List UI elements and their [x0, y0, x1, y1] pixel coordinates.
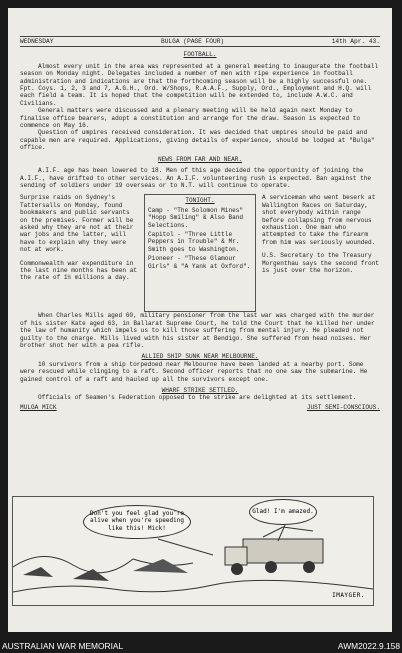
- speech-bubble-right: Glad! I'm amazed.: [249, 499, 317, 525]
- tattersalls-story: Surprise raids on Sydney's Tattersalls on Monday, found bookmakers and public servants on the premises. Former will be asked why they are not at their war jobs and the latter, will have to explain why they were not at work.: [20, 194, 134, 254]
- expenditure-story: Commonwealth war expenditure in the last nine months has been at the rate of 1½ millions a day.: [20, 259, 138, 282]
- archive-footer: [0, 638, 402, 653]
- races-story: A serviceman who went beserk at Wallington Races on Saturday, shot everybody within range before collapsing from nervous exhaustion. One man who attempted to take the firearm from him was seriously wounded.: [262, 194, 376, 246]
- football-paragraph-1: Almost every unit in the area was represented at a general meeting to inaugurate the football season on Monday night. Delegates included a number of men with ripe experience in football administration and indications are that the forthcoming season will be a highly successful one. Fpt. Coys. 1, 2, 3 and 7, A.G.H., Ord. W/Shops, R.A.A.F., Supply, Ord., Employment and H.Q. will each field a team. It is hoped that the competition will be extended to, include A.W.C. and Civilians.: [20, 62, 379, 107]
- tonight-camp: Camp - "The Solomon Mines" "Hopp Smiling" & Also Band Selections.: [148, 206, 244, 229]
- truck-body: [243, 539, 323, 563]
- archive-name: AUSTRALIAN WAR MEMORIAL: [2, 640, 124, 651]
- wharf-heading: WHARF STRIKE SETTLED.: [161, 386, 239, 394]
- truck-wheel: [231, 563, 243, 575]
- artist-signature: IMAYGER.: [332, 592, 365, 599]
- tonight-pioneer: Pioneer - "These Glamour Girls" & "A Yank at Oxford".: [148, 255, 251, 270]
- news-paragraph-1: A.I.F. age has been lowered to 18. Men of this age decided the opportunity of joining the A.I.F., have drifted to other services. An A.I.F. volunteering rush is expected. Ban against the sending of soldiers under 19 overseas or to N.T. will continue to operate.: [20, 167, 372, 189]
- truck-wheel: [265, 561, 277, 573]
- allied-heading: ALLIED SHIP SUNK NEAR MELBOURNE.: [141, 353, 259, 361]
- football-heading: FOOTBALL.: [183, 51, 217, 59]
- tonight-title: TONIGHT.: [185, 197, 215, 205]
- football-paragraph-2: General matters were discussed and a plenary meeting will be held again next Monday to finalise office bearers, adopt a constitution and arrange for the draw. Season is expected to commence on May 16.: [20, 107, 361, 130]
- tonight-box: [144, 194, 256, 312]
- bubble-tail: [158, 539, 213, 555]
- page-header: [20, 36, 380, 47]
- header-date: 14th Apr. 43.: [331, 38, 380, 45]
- tarp-line: [263, 527, 313, 537]
- news-columns: [20, 194, 380, 312]
- cartoon-caption-row: [20, 404, 380, 411]
- allied-paragraph: 10 survivors from a ship torpedoed near Melbourne have been landed at a nearby port. Some were rescued while clinging to a raft. Second officer reports that no one saw the submarine. He gained control of a raft and hauled up all the survivors except one.: [20, 360, 368, 383]
- news-right-column: [262, 194, 380, 312]
- tonight-capitol: Capitol - "Three Little Peppers in Trouble" & Mr. Smith goes to Washington.: [148, 230, 240, 253]
- wharf-paragraph: Officials of Seamen's Federation opposed to the strike are delighted at its settlement.: [38, 394, 357, 402]
- truck-wheel: [303, 561, 315, 573]
- truck-cab: [225, 547, 247, 565]
- header-day: WEDNESDAY: [20, 38, 54, 45]
- mills-story: When Charles Mills aged 60, military pensioner from the last war was charged with the murder of his sister Kate aged 63, in Ballarat Supreme Court, he told the Court that he killed her under the law of humanity which impels us to kill those suffering from mental injury. He pleaded not guilty to the charge. Mills lived with his sister at Bendigo. She suffered from head noises. Her brother shot her with a pea rifle.: [20, 312, 375, 349]
- morgenthau-story: U.S. Secretary to the Treasury Morgenthau says the second front is just over the horizon.: [262, 252, 380, 274]
- news-left-column: [20, 194, 138, 312]
- header-title: BULGA (PAGE FOUR): [161, 38, 225, 45]
- cartoon-panel: [12, 496, 374, 606]
- football-paragraph-3: Question of umpires received consideration. It was decided that umpires should be paid and capable men are required. Applications, giving details of experience, should be lodged at "Bulga" office.: [20, 129, 375, 152]
- road-line: [13, 580, 373, 592]
- mountain-shape: [23, 567, 53, 577]
- cartoon-caption-left: MULGA MICK: [20, 403, 57, 411]
- cartoon-drawing: [13, 497, 373, 605]
- speech-bubble-left: Don't you feel glad you're alive when you're speeding like this! Mick!: [83, 505, 191, 539]
- cartoon-caption-right: JUST SEMI-CONSCIOUS.: [306, 403, 380, 411]
- archive-reference: AWM2022.9.158: [337, 640, 400, 651]
- mountain-shape: [73, 569, 109, 581]
- news-heading: NEWS FROM FAR AND NEAR.: [157, 155, 243, 163]
